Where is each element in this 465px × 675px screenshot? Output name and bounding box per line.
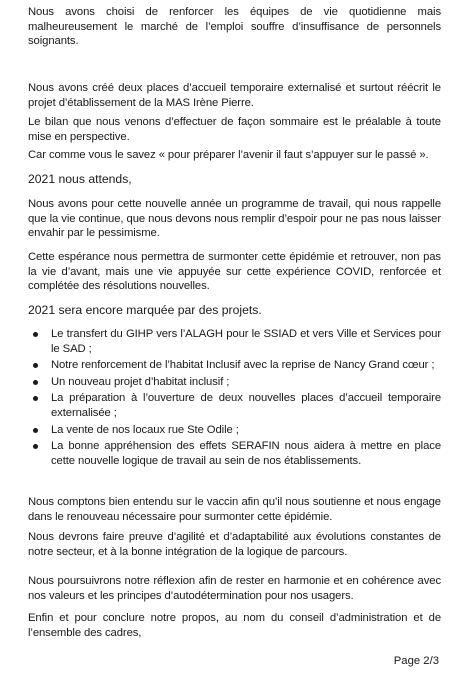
list-item-text: La vente de nos locaux rue Ste Odile ;	[51, 423, 239, 436]
list-item	[28, 358, 441, 373]
list-item	[28, 375, 441, 390]
bullet-icon	[33, 380, 38, 385]
paragraph-programme: Nous avons pour cette nouvelle année un programme de travail, qui nous rappelle que la vie continue, que nous devons nous remplir d’espoir pour ne pas nous laisser envahir par le pessimisme.	[28, 198, 441, 240]
list-item-text: La bonne appréhension des effets SERAFIN nous aidera à mettre en place cette nouvelle logique de travail au sein de nos établissements.	[51, 440, 441, 467]
list-item	[28, 327, 441, 356]
paragraph-places: Nous avons créé deux places d’accueil temporaire externalisé et surtout réécrit le projet d’établissement de la MAS Irène Pierre.	[28, 82, 441, 109]
paragraph-bilan: Le bilan que nous venons d’effectuer de façon sommaire est le préalable à toute mise en perspective.	[28, 116, 441, 143]
projects-list	[28, 327, 441, 470]
list-item	[28, 423, 441, 438]
bullet-icon	[33, 444, 38, 449]
paragraph-quote: Car comme vous le savez « pour préparer l’avenir il faut s’appuyer sur le passé ».	[28, 149, 429, 161]
paragraph-vaccin: Nous comptons bien entendu sur le vaccin afin qu’il nous soutienne et nous engage dans le renouveau nécessaire pour surmonter cette épidémie.	[28, 496, 441, 523]
paragraph-conclusion: Enfin et pour conclure notre propos, au nom du conseil d’administration et de l’ensemble des cadres,	[28, 612, 441, 639]
list-item-text: Le transfert du GIHP vers l’ALAGH pour le SSIAD et vers Ville et Services pour le SAD ;	[51, 328, 441, 355]
paragraph-staff: Nous avons choisi de renforcer les équipes de vie quotidienne mais malheureusement le marché de l’emploi souffre d’insuffisance de personnels soignants.	[28, 6, 441, 48]
paragraph-reflexion: Nous poursuivrons notre réflexion afin de rester en harmonie et en cohérence avec nos valeurs et les principes d’autodétermination pour nos usagers.	[28, 575, 441, 602]
bullet-icon	[33, 332, 38, 337]
page-number: Page 2/3	[393, 655, 439, 667]
paragraph-2021-projets: 2021 sera encore marquée par des projets.	[28, 303, 262, 317]
list-item-text: Un nouveau projet d’habitat inclusif ;	[51, 375, 230, 388]
bullet-icon	[33, 428, 38, 433]
paragraph-agilite: Nous devrons faire preuve d’agilité et d’adaptabilité aux évolutions constantes de notre secteur, et à la bonne intégration de la logique de parcours.	[28, 531, 441, 558]
list-item-text: Notre renforcement de l’habitat Inclusif avec la reprise de Nancy Grand cœur ;	[51, 359, 435, 372]
list-item-text: La préparation à l’ouverture de deux nouvelles places d’accueil temporaire externalisée ;	[51, 392, 441, 419]
bullet-icon	[33, 396, 38, 401]
list-item	[28, 439, 441, 468]
list-item	[28, 391, 441, 420]
paragraph-esperance: Cette espérance nous permettra de surmonter cette épidémie et retrouver, non pas la vie d’avant, mais une vie appuyée sur cette expérience COVID, renforcée et complétée des résolutions nouvelles.	[28, 251, 441, 293]
paragraph-2021-attends: 2021 nous attends,	[28, 172, 132, 186]
bullet-icon	[33, 363, 38, 368]
